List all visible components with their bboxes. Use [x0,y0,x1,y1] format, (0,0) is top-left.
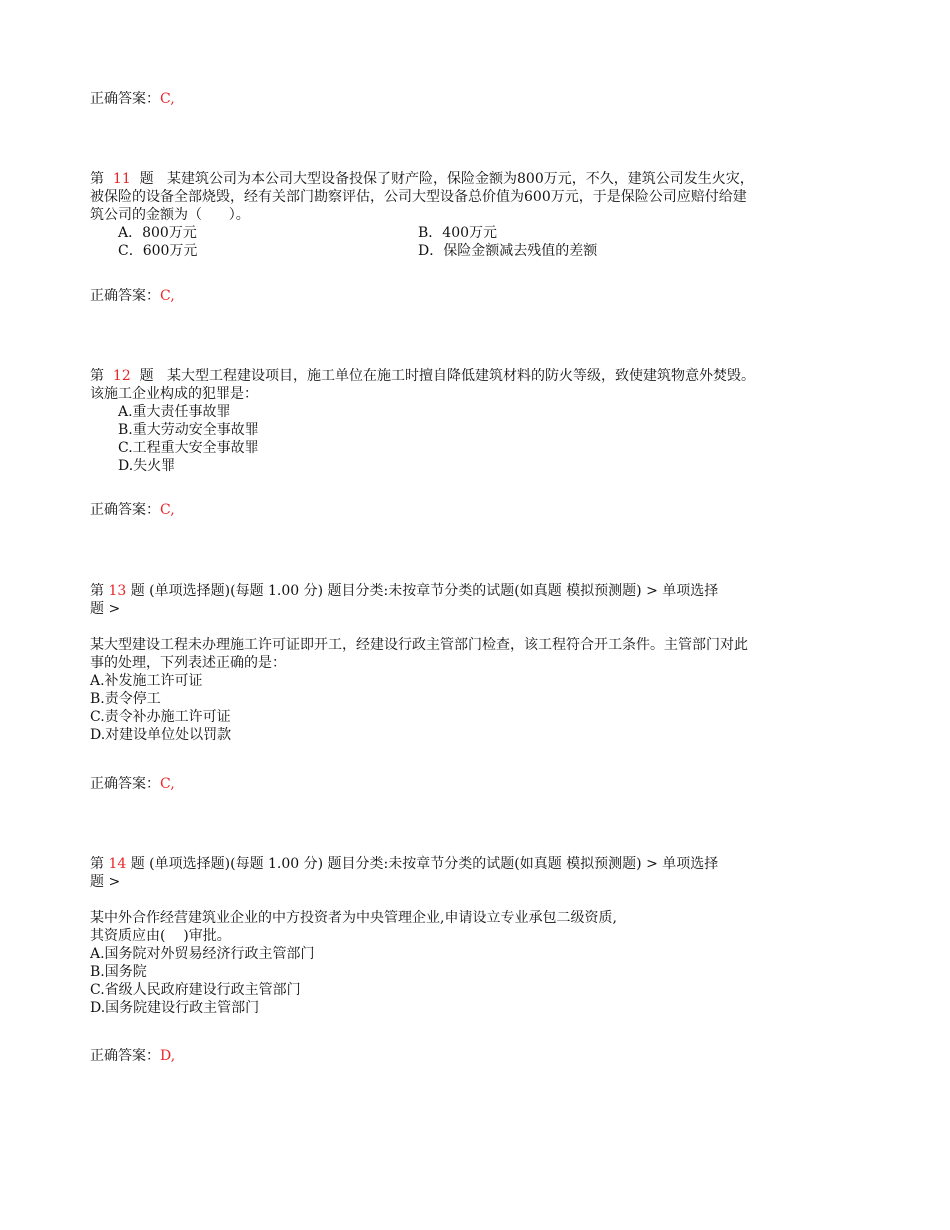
question-text-line: 某中外合作经营建筑业企业的中方投资者为中央管理企业,申请设立专业承包二级资质, [90,910,617,926]
option-d: D．保险金额减去残值的差额 [418,243,598,259]
question-number: 11 [112,171,131,187]
question-13 [90,582,860,744]
option-a: A.补发施工许可证 [90,673,203,689]
question-text-line: 某大型工程建设项目，施工单位在施工时擅自降低建筑材料的防火等级，致使建筑物意外焚毁。 [167,368,755,384]
option-d: D.国务院建设行政主管部门 [90,1000,260,1016]
question-text-line: 某大型建设工程未办理施工许可证即开工，经建设行政主管部门检查，该工程符合开工条件。主管部门对此 [90,637,748,653]
question-text-line: 其资质应由( )审批。 [90,928,231,944]
answer-value: C, [160,91,175,107]
option-a: A．800万元 [118,225,197,241]
answer-label: 正确答案： [90,502,160,518]
option-b: B.责令停工 [90,691,161,707]
question-text-line: 被保险的设备全部烧毁，经有关部门勘察评估，公司大型设备总价值为600万元，于是保险公司应赔付给建 [90,189,747,205]
question-text-line: 某建筑公司为本公司大型设备投保了财产险，保险金额为800万元，不久，建筑公司发生火灾， [167,171,754,187]
option-b: B.重大劳动安全事故罪 [118,422,259,438]
option-c: C.责令补办施工许可证 [90,709,231,725]
answer-row-q10 [90,90,860,108]
option-c: C.工程重大安全事故罪 [118,440,259,456]
answer-value: D, [160,1048,176,1064]
question-12 [90,367,860,475]
question-text-line: 该施工企业构成的犯罪是： [90,386,258,402]
option-d: D.对建设单位处以罚款 [90,727,232,743]
question-header: 第 11 题 某建筑公司为本公司大型设备投保了财产险，保险金额为800万元，不久，建筑公司发生火灾， [90,171,754,187]
question-number: 13 [108,583,127,599]
question-header-line2: 题 > [90,601,121,617]
answer-value: C, [160,776,175,792]
answer-label: 正确答案： [90,776,160,792]
answer-row-q11 [90,287,860,305]
option-a: A.重大责任事故罪 [118,404,231,420]
answer-label: 正确答案： [90,1048,160,1064]
option-d: D.失火罪 [118,458,176,474]
answer-row-q12 [90,501,860,519]
answer-label: 正确答案： [90,288,160,304]
question-text-line: 事的处理，下列表述正确的是： [90,655,286,671]
question-14 [90,855,860,1017]
option-b: B.国务院 [90,964,147,980]
option-c: C.省级人民政府建设行政主管部门 [90,982,301,998]
answer-label: 正确答案： [90,91,160,107]
option-b: B．400万元 [418,225,498,241]
option-a: A.国务院对外贸易经济行政主管部门 [90,946,315,962]
answer-value: C, [160,288,175,304]
options-grid [90,224,860,260]
answer-row-q14 [90,1047,860,1065]
question-header: 第 13 题 (单项选择题)(每题 1.00 分) 题目分类:未按章节分类的试题(如真题 模拟预测题) > 单项选择 [90,583,719,599]
question-11 [90,170,860,260]
answer-row-q13 [90,775,860,793]
option-c: C．600万元 [118,243,198,259]
answer-value: C, [160,502,175,518]
question-number: 14 [108,856,127,872]
question-text-line: 筑公司的金额为（ ）。 [90,207,250,223]
question-header: 第 14 题 (单项选择题)(每题 1.00 分) 题目分类:未按章节分类的试题(如真题 模拟预测题) > 单项选择 [90,856,719,872]
question-header: 第 12 题 某大型工程建设项目，施工单位在施工时擅自降低建筑材料的防火等级，致使建筑物意外焚毁。 [90,368,755,384]
question-header-line2: 题 > [90,874,121,890]
question-number: 12 [112,368,131,384]
